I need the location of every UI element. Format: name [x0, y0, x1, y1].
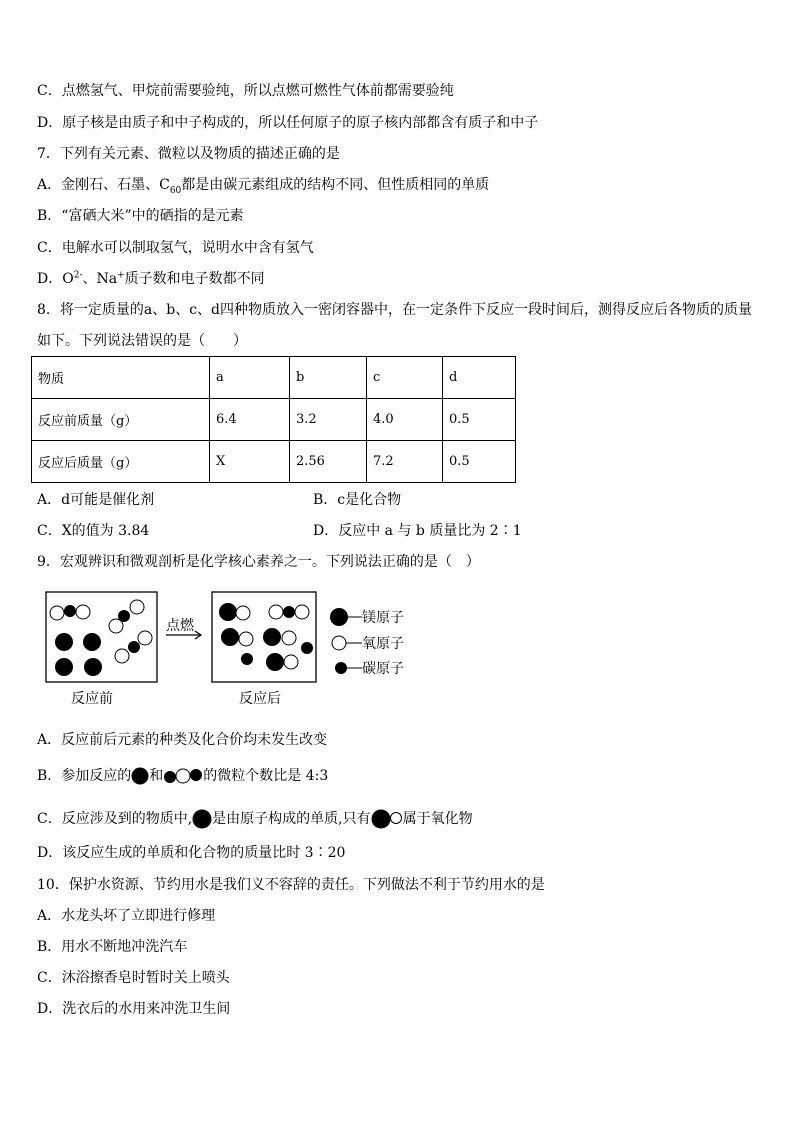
table-header-cell: b	[290, 357, 367, 399]
oxygen-atom	[269, 605, 283, 619]
oxygen-atom	[282, 631, 296, 645]
q7-option-d-post: 质子数和电子数都不同	[124, 271, 265, 287]
q9-option-c	[37, 808, 473, 830]
q8-stem-line1: 8．将一定质量的a、b、c、d四种物质放入一密闭容器中，在一定条件下反应一段时间后，测得反应后各物质的质量	[37, 302, 753, 318]
magnesium-legend-icon	[330, 608, 348, 626]
oxygen-atom	[295, 605, 309, 619]
oxygen-atom	[130, 600, 144, 614]
q7-option-c: C．电解水可以制取氢气，说明水中含有氢气	[37, 240, 314, 256]
q8-mass-table	[31, 356, 516, 483]
carbon-atom	[301, 642, 313, 654]
label-before: 反应前	[71, 691, 113, 707]
q10-option-d: D．洗衣后的水用来冲洗卫生间	[37, 1001, 231, 1017]
q8-option-d: D．反应中 a 与 b 质量比为 2∶1	[313, 523, 522, 539]
table-cell: 7.2	[367, 441, 443, 483]
legend-magnesium: 镁原子	[362, 610, 404, 626]
oxygen-atom	[109, 619, 123, 633]
magnesium-oxide-molecule-icon	[371, 808, 403, 830]
q8-option-c: C．X的值为 3.84	[37, 523, 150, 539]
q9-stem: 9．宏观辨识和微观剖析是化学核心素养之一。下列说法正确的是（ ）	[37, 554, 480, 570]
magnesium-atom-icon	[192, 808, 212, 830]
q7-option-d-pre: D．O	[37, 271, 74, 287]
q7-option-d	[37, 270, 265, 288]
arrow-label: 点燃	[166, 618, 194, 634]
table-cell: 2.56	[290, 441, 367, 483]
q10-option-a: A．水龙头坏了立即进行修理	[37, 908, 216, 924]
q9-option-b-post: 的微粒个数比是 4:3	[203, 768, 329, 784]
q9-option-b-mid: 和	[149, 768, 164, 784]
carbon-atom	[241, 653, 253, 665]
magnesium-atom	[83, 633, 101, 651]
q7-option-d-sup1: 2-	[73, 270, 83, 281]
q8-option-a: A．d可能是催化剂	[37, 492, 155, 508]
oxygen-atom	[115, 649, 129, 663]
oxygen-atom	[76, 605, 90, 619]
table-header-cell: 物质	[32, 357, 210, 399]
q10-option-b: B．用水不断地冲洗汽车	[37, 939, 188, 955]
magnesium-atom	[219, 603, 237, 621]
after-particles	[219, 603, 313, 671]
legend	[330, 608, 404, 677]
q7-option-a-pre: A．金刚石、石墨、C	[37, 177, 170, 193]
legend-carbon: 碳原子	[362, 661, 404, 677]
table-row	[32, 441, 516, 483]
magnesium-atom	[55, 633, 73, 651]
q7-option-d-mid: 、Na	[82, 271, 118, 287]
q9-option-c-mid: 是由原子构成的单质,只有	[212, 811, 371, 827]
table-cell: 0.5	[443, 399, 516, 441]
before-particles	[50, 600, 152, 676]
magnesium-atom	[263, 628, 281, 646]
oxygen-atom	[138, 631, 152, 645]
q7-option-a-post: 都是由碳元素组成的结构不同、但性质相同的单质	[181, 177, 490, 193]
q7-option-b: B．“富硒大米”中的硒指的是元素	[37, 208, 244, 224]
carbon-atom	[128, 641, 140, 653]
table-cell: 3.2	[290, 399, 367, 441]
q10-option-c: C．沐浴擦香皂时暂时关上喷头	[37, 970, 230, 986]
carbon-atom	[283, 606, 295, 618]
q9-option-b	[37, 766, 328, 786]
q9-option-c-post: 属于氧化物	[402, 811, 473, 827]
magnesium-atom-icon	[131, 766, 149, 786]
q9-option-b-pre: B．参加反应的	[37, 768, 132, 784]
table-cell: 0.5	[443, 441, 516, 483]
table-header-row	[32, 357, 516, 399]
q7-stem: 7．下列有关元素、微粒以及物质的描述正确的是	[37, 146, 340, 162]
q8-option-b: B．c是化合物	[313, 492, 402, 508]
oxygen-atom	[239, 632, 253, 646]
oxygen-atom	[236, 606, 250, 620]
q6-option-c: C．点燃氢气、甲烷前需要验纯，所以点燃可燃性气体前都需要验纯	[37, 83, 454, 99]
table-cell: 4.0	[367, 399, 443, 441]
oxygen-legend-icon	[332, 636, 346, 650]
magnesium-atom	[266, 653, 284, 671]
q9-option-d: D．该反应生成的单质和化合物的质量比时 3∶20	[37, 845, 346, 861]
oxygen-atom	[284, 655, 298, 669]
table-header-cell: c	[367, 357, 443, 399]
carbon-legend-icon	[335, 662, 347, 674]
table-header-cell: a	[210, 357, 290, 399]
magnesium-atom	[55, 658, 73, 676]
oxygen-atom	[50, 606, 64, 620]
q9-option-c-pre: C．反应涉及到的物质中,	[37, 811, 193, 827]
magnesium-atom	[84, 658, 102, 676]
q7-option-a-sub: 60	[169, 185, 182, 196]
table-cell: X	[210, 441, 290, 483]
q8-stem-line2: 如下。下列说法错误的是（ ）	[37, 333, 247, 349]
q9-option-a: A．反应前后元素的种类及化合价均未发生改变	[37, 732, 328, 748]
carbon-atom	[64, 605, 76, 617]
table-header-cell: d	[443, 357, 516, 399]
q10-stem: 10．保护水资源、节约用水是我们义不容辞的责任。下列做法不利于节约用水的是	[37, 877, 545, 893]
label-after: 反应后	[239, 691, 281, 707]
carbon-dioxide-molecule-icon	[163, 766, 203, 786]
table-cell: 反应前质量（g）	[32, 399, 210, 441]
legend-oxygen: 氧原子	[362, 636, 404, 652]
q6-option-d: D．原子核是由质子和中子构成的，所以任何原子的原子核内部都含有质子和中子	[37, 115, 539, 131]
q7-option-a	[37, 176, 489, 194]
q9-reaction-diagram	[40, 585, 430, 715]
table-row	[32, 399, 516, 441]
q7-option-d-sup2: +	[117, 270, 125, 281]
table-cell: 反应后质量（g）	[32, 441, 210, 483]
magnesium-atom	[221, 628, 239, 646]
table-cell: 6.4	[210, 399, 290, 441]
